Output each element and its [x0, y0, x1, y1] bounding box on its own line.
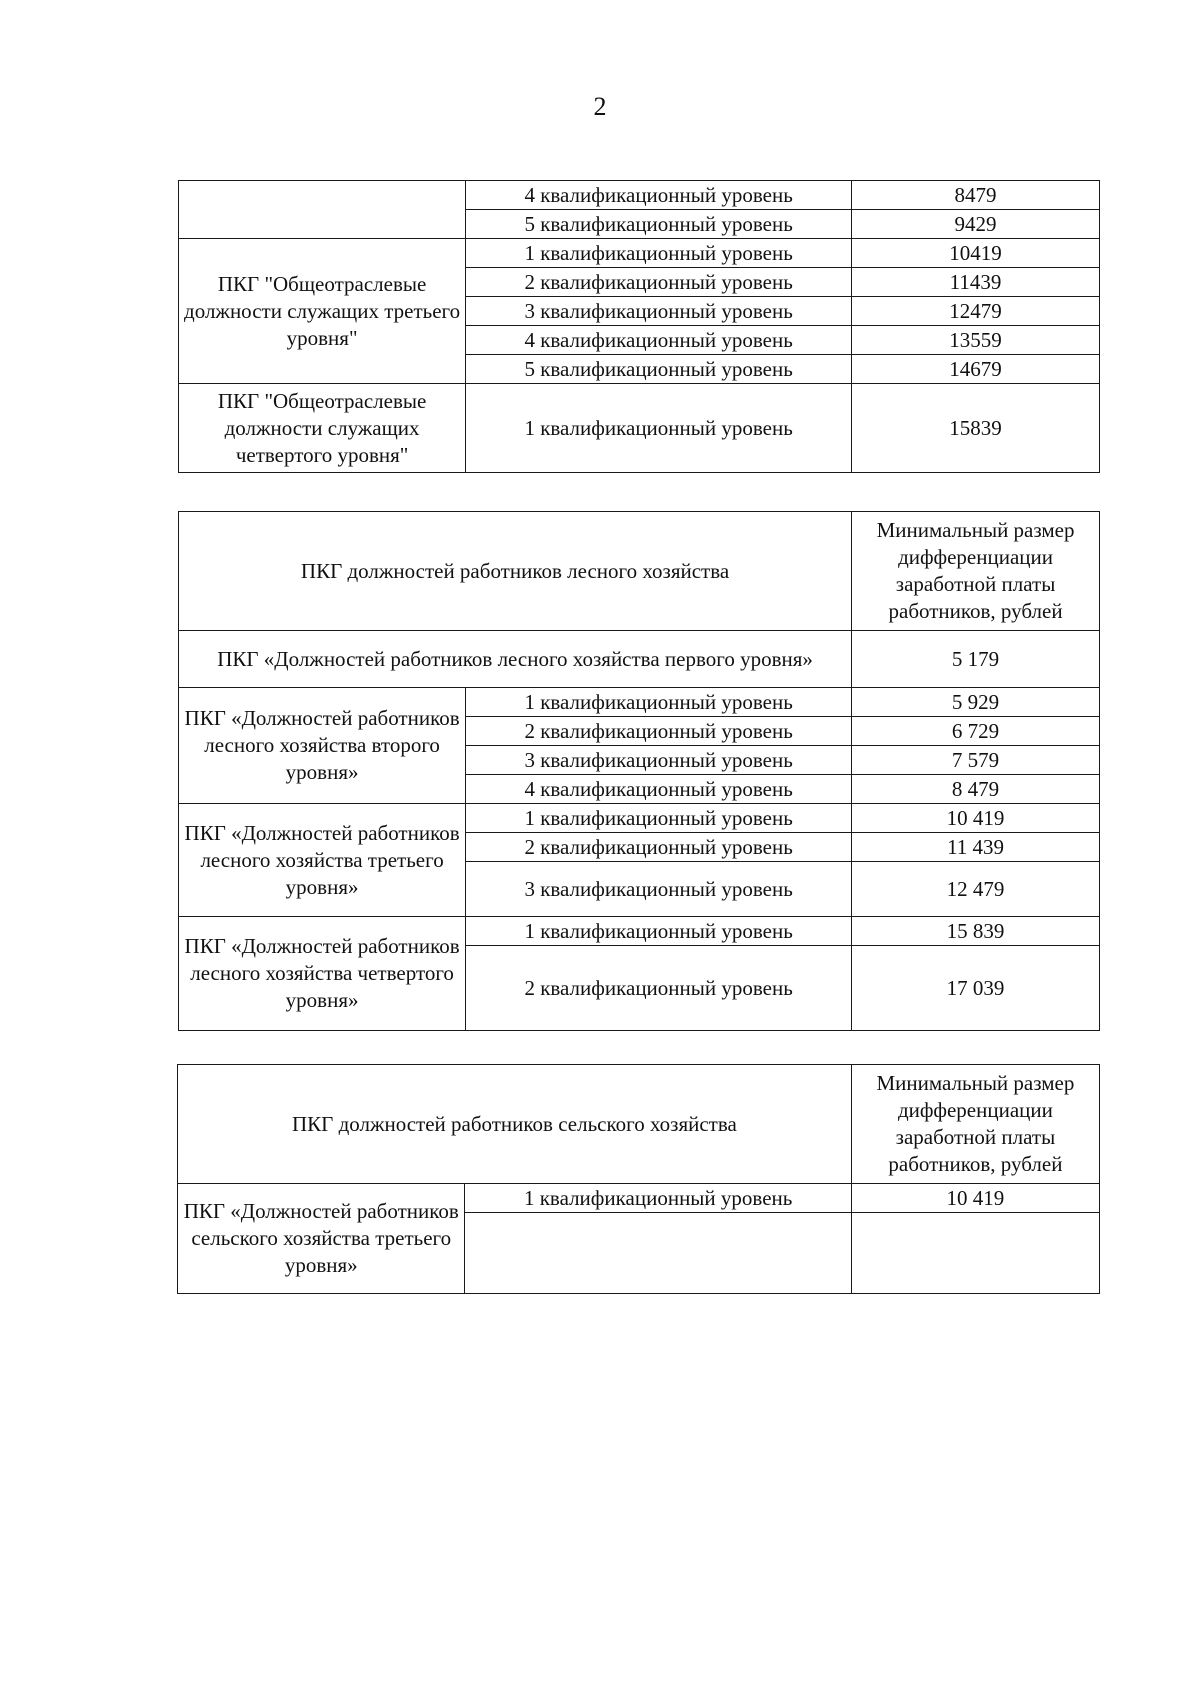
level-cell: 2 квалификационный уровень [466, 833, 852, 862]
table-header-row [178, 1065, 1100, 1184]
level-cell: 2 квалификационный уровень [466, 268, 852, 297]
value-cell [851, 1213, 1099, 1294]
value-cell: 10419 [852, 239, 1100, 268]
table-row [179, 239, 1100, 268]
group-name-cell: ПКГ «Должностей работников лесного хозяйства первого уровня» [179, 631, 852, 688]
table-header-row [179, 512, 1100, 631]
group-name-cell: ПКГ «Должностей работников лесного хозяйства четвертого уровня» [179, 917, 466, 1031]
table-row [179, 917, 1100, 946]
table-row [178, 1184, 1100, 1213]
value-cell: 7 579 [852, 746, 1100, 775]
value-cell: 11439 [852, 268, 1100, 297]
value-cell: 6 729 [852, 717, 1100, 746]
table-row [179, 631, 1100, 688]
value-cell: 5 929 [852, 688, 1100, 717]
level-cell: 1 квалификационный уровень [466, 917, 852, 946]
level-cell: 4 квалификационный уровень [466, 181, 852, 210]
value-cell: 17 039 [852, 946, 1100, 1031]
value-cell: 10 419 [851, 1184, 1099, 1213]
level-cell: 5 квалификационный уровень [466, 355, 852, 384]
value-cell: 13559 [852, 326, 1100, 355]
group-name-cell: ПКГ «Должностей работников лесного хозяйства третьего уровня» [179, 804, 466, 917]
level-cell: 2 квалификационный уровень [466, 946, 852, 1031]
salary-table-agriculture [177, 1064, 1100, 1294]
header-cell: ПКГ должностей работников сельского хозяйства [178, 1065, 852, 1184]
value-cell: 12 479 [852, 862, 1100, 917]
value-cell: 8479 [852, 181, 1100, 210]
level-cell: 3 квалификационный уровень [466, 297, 852, 326]
table-row [179, 804, 1100, 833]
value-cell: 9429 [852, 210, 1100, 239]
level-cell: 1 квалификационный уровень [466, 384, 852, 473]
salary-table-forestry [178, 511, 1100, 1031]
value-cell: 14679 [852, 355, 1100, 384]
table-row [179, 384, 1100, 473]
group-name-cell: ПКГ «Должностей работников сельского хозяйства третьего уровня» [178, 1184, 465, 1294]
group-name-cell: ПКГ "Общеотраслевые должности служащих четвертого уровня" [179, 384, 466, 473]
table-row [179, 688, 1100, 717]
level-cell: 3 квалификационный уровень [466, 746, 852, 775]
group-name-cell: ПКГ "Общеотраслевые должности служащих третьего уровня" [179, 239, 466, 384]
value-cell: 15839 [852, 384, 1100, 473]
value-cell: 5 179 [852, 631, 1100, 688]
level-cell: 5 квалификационный уровень [466, 210, 852, 239]
level-cell [465, 1213, 851, 1294]
value-cell: 15 839 [852, 917, 1100, 946]
header-cell: ПКГ должностей работников лесного хозяйства [179, 512, 852, 631]
value-cell: 10 419 [852, 804, 1100, 833]
level-cell: 1 квалификационный уровень [465, 1184, 851, 1213]
salary-table-general [178, 180, 1100, 473]
header-cell: Минимальный размер дифференциации заработной платы работников, рублей [852, 512, 1100, 631]
value-cell: 12479 [852, 297, 1100, 326]
group-name-cell: ПКГ «Должностей работников лесного хозяйства второго уровня» [179, 688, 466, 804]
level-cell: 1 квалификационный уровень [466, 804, 852, 833]
level-cell: 4 квалификационный уровень [466, 326, 852, 355]
level-cell: 3 квалификационный уровень [466, 862, 852, 917]
page-number: 2 [593, 92, 607, 121]
level-cell: 4 квалификационный уровень [466, 775, 852, 804]
table-row [179, 181, 1100, 210]
empty-group-cell [179, 181, 466, 239]
level-cell: 1 квалификационный уровень [466, 239, 852, 268]
value-cell: 11 439 [852, 833, 1100, 862]
level-cell: 2 квалификационный уровень [466, 717, 852, 746]
value-cell: 8 479 [852, 775, 1100, 804]
header-cell: Минимальный размер дифференциации заработной платы работников, рублей [851, 1065, 1099, 1184]
level-cell: 1 квалификационный уровень [466, 688, 852, 717]
